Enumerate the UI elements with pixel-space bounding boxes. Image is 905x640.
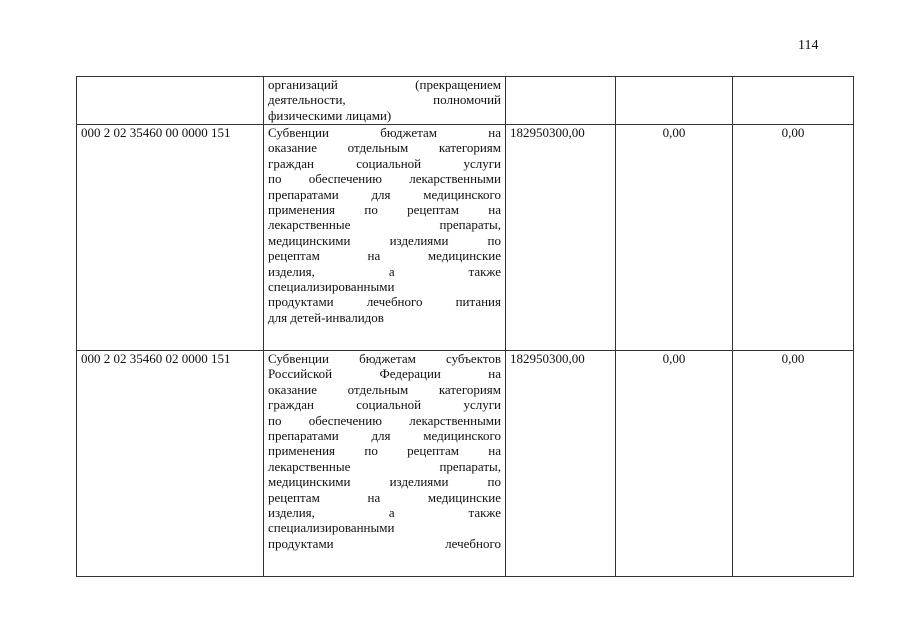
amount-year1-cell: 182950300,00 (506, 351, 616, 577)
table-row (77, 77, 854, 125)
revenue-name-cell (264, 351, 506, 577)
name-line: граждан социальной услуги (268, 155, 501, 171)
name-line: специализированными (268, 279, 395, 295)
name-line: по обеспечению лекарственными (268, 171, 501, 187)
name-line: деятельности, полномочий (268, 92, 501, 108)
table-row (77, 125, 854, 351)
amount-year3-cell (733, 77, 854, 125)
name-line: рецептам на медицинские (268, 489, 501, 505)
name-line: физическими лицами) (268, 107, 392, 123)
name-line: специализированными (268, 520, 395, 536)
name-line: изделия, а также (268, 505, 501, 521)
name-line: для детей-инвалидов (268, 309, 384, 325)
name-line: препаратами для медицинского (268, 186, 501, 202)
budget-code-cell: 000 2 02 35460 02 0000 151 (77, 351, 264, 577)
name-line: лекарственные препараты, (268, 217, 501, 233)
name-line: изделия, а также (268, 263, 501, 279)
revenue-name-cell (264, 125, 506, 351)
revenue-name-cell (264, 77, 506, 125)
page-number: 114 (798, 38, 819, 53)
amount-year3-cell: 0,00 (733, 125, 854, 351)
name-line: Российской Федерации на (268, 366, 501, 382)
name-line: применения по рецептам на (268, 443, 501, 459)
amount-year2-cell: 0,00 (616, 125, 733, 351)
name-line: Субвенции бюджетам на (268, 125, 501, 140)
amount-year1-cell: 182950300,00 (506, 125, 616, 351)
name-line: оказание отдельным категориям (268, 381, 501, 397)
name-line: оказание отдельным категориям (268, 140, 501, 156)
name-line: медицинскими изделиями по (268, 474, 501, 490)
amount-year3-cell: 0,00 (733, 351, 854, 577)
name-line: медицинскими изделиями по (268, 232, 501, 248)
amount-year1-cell (506, 77, 616, 125)
name-line: организаций (прекращением (268, 77, 501, 92)
amount-year2-cell: 0,00 (616, 351, 733, 577)
name-line: по обеспечению лекарственными (268, 412, 501, 428)
name-line: рецептам на медицинские (268, 248, 501, 264)
name-line: граждан социальной услуги (268, 397, 501, 413)
table-row (77, 351, 854, 577)
name-line: продуктами лечебного питания (268, 294, 501, 310)
budget-table (76, 76, 854, 577)
budget-code-cell: 000 2 02 35460 00 0000 151 (77, 125, 264, 351)
amount-year2-cell (616, 77, 733, 125)
name-line: Субвенции бюджетам субъектов (268, 351, 501, 366)
budget-code-cell (77, 77, 264, 125)
name-line: продуктами лечебного (268, 535, 501, 551)
name-line: препаратами для медицинского (268, 428, 501, 444)
name-line: применения по рецептам на (268, 202, 501, 218)
name-line: лекарственные препараты, (268, 458, 501, 474)
